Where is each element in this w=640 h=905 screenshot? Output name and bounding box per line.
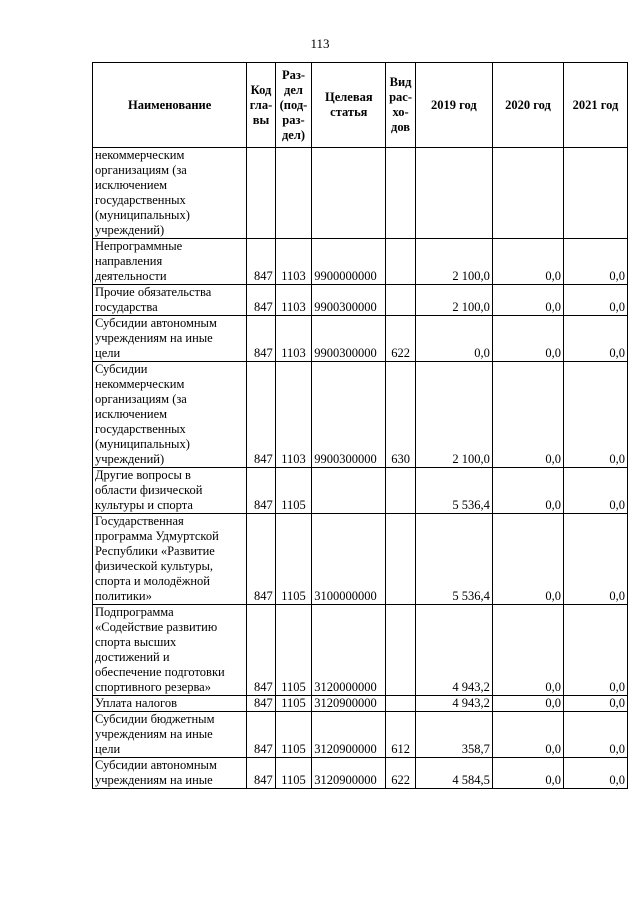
cell-2021: 0,0 xyxy=(563,468,627,514)
cell-2020: 0,0 xyxy=(492,514,563,605)
cell-2021: 0,0 xyxy=(563,712,627,758)
cell-kod-glavy: 847 xyxy=(247,362,275,468)
cell-razdel: 1105 xyxy=(275,605,312,696)
cell-tselevaya-statya: 3120900000 xyxy=(312,758,386,789)
cell-2019: 358,7 xyxy=(415,712,492,758)
table-row xyxy=(93,696,628,712)
header-2020: 2020 год xyxy=(492,63,563,148)
header-razdel: Раз- дел (под- раз- дел) xyxy=(275,63,312,148)
cell-kod-glavy: 847 xyxy=(247,696,275,712)
cell-name: Субсидии автономным учреждениям на иные xyxy=(93,758,247,789)
cell-razdel: 1105 xyxy=(275,758,312,789)
cell-name: Прочие обязательства государства xyxy=(93,285,247,316)
cell-kod-glavy xyxy=(247,148,275,239)
header-kod-glavy: Код гла- вы xyxy=(247,63,275,148)
header-2021: 2021 год xyxy=(563,63,627,148)
cell-2019: 4 943,2 xyxy=(415,605,492,696)
cell-vid-raskhodov xyxy=(386,468,415,514)
cell-tselevaya-statya: 9900300000 xyxy=(312,285,386,316)
cell-name: Государственная программа Удмуртской Республики «Развитие физической культуры, спорта и молодёжной политики» xyxy=(93,514,247,605)
cell-2021: 0,0 xyxy=(563,514,627,605)
cell-tselevaya-statya: 3100000000 xyxy=(312,514,386,605)
cell-tselevaya-statya xyxy=(312,148,386,239)
cell-2020: 0,0 xyxy=(492,239,563,285)
cell-2020: 0,0 xyxy=(492,362,563,468)
cell-2021: 0,0 xyxy=(563,696,627,712)
cell-2021: 0,0 xyxy=(563,758,627,789)
cell-name: некоммерческим организациям (за исключением государственных (муниципальных) учреждений) xyxy=(93,148,247,239)
cell-kod-glavy: 847 xyxy=(247,239,275,285)
cell-name: Субсидии некоммерческим организациям (за исключением государственных (муниципальных) учреждений) xyxy=(93,362,247,468)
table-row xyxy=(93,316,628,362)
cell-2020: 0,0 xyxy=(492,468,563,514)
page-number: 113 xyxy=(310,36,330,51)
cell-name: Уплата налогов xyxy=(93,696,247,712)
header-tselevaya-statya: Целевая статья xyxy=(312,63,386,148)
cell-vid-raskhodov xyxy=(386,696,415,712)
cell-kod-glavy: 847 xyxy=(247,605,275,696)
cell-2020: 0,0 xyxy=(492,712,563,758)
cell-2019: 5 536,4 xyxy=(415,468,492,514)
cell-vid-raskhodov: 612 xyxy=(386,712,415,758)
table-row xyxy=(93,712,628,758)
table-header-row xyxy=(93,63,628,148)
cell-2020: 0,0 xyxy=(492,758,563,789)
cell-2020: 0,0 xyxy=(492,285,563,316)
cell-tselevaya-statya xyxy=(312,468,386,514)
cell-razdel: 1105 xyxy=(275,712,312,758)
cell-vid-raskhodov xyxy=(386,514,415,605)
budget-table xyxy=(92,62,628,789)
header-2019: 2019 год xyxy=(415,63,492,148)
cell-2021: 0,0 xyxy=(563,362,627,468)
cell-razdel: 1105 xyxy=(275,468,312,514)
cell-vid-raskhodov: 622 xyxy=(386,316,415,362)
cell-2021: 0,0 xyxy=(563,285,627,316)
cell-tselevaya-statya: 9900300000 xyxy=(312,316,386,362)
cell-tselevaya-statya: 9900000000 xyxy=(312,239,386,285)
cell-2020 xyxy=(492,148,563,239)
cell-2021 xyxy=(563,148,627,239)
cell-2019 xyxy=(415,148,492,239)
cell-2021: 0,0 xyxy=(563,605,627,696)
cell-tselevaya-statya: 3120000000 xyxy=(312,605,386,696)
cell-2020: 0,0 xyxy=(492,696,563,712)
cell-kod-glavy: 847 xyxy=(247,285,275,316)
cell-razdel xyxy=(275,148,312,239)
cell-kod-glavy: 847 xyxy=(247,468,275,514)
table-row xyxy=(93,148,628,239)
cell-razdel: 1103 xyxy=(275,362,312,468)
cell-kod-glavy: 847 xyxy=(247,514,275,605)
cell-2019: 4 943,2 xyxy=(415,696,492,712)
table-row xyxy=(93,468,628,514)
cell-vid-raskhodov: 622 xyxy=(386,758,415,789)
table-row xyxy=(93,605,628,696)
cell-2020: 0,0 xyxy=(492,316,563,362)
cell-name: Подпрограмма «Содействие развитию спорта высших достижений и обеспечение подготовки спортивного резерва» xyxy=(93,605,247,696)
cell-2021: 0,0 xyxy=(563,239,627,285)
cell-vid-raskhodov xyxy=(386,239,415,285)
cell-name: Субсидии автономным учреждениям на иные цели xyxy=(93,316,247,362)
cell-vid-raskhodov: 630 xyxy=(386,362,415,468)
table-body xyxy=(93,148,628,789)
cell-vid-raskhodov xyxy=(386,148,415,239)
cell-2019: 0,0 xyxy=(415,316,492,362)
header-vid-raskhodov: Вид рас- хо- дов xyxy=(386,63,415,148)
cell-2019: 2 100,0 xyxy=(415,285,492,316)
cell-kod-glavy: 847 xyxy=(247,712,275,758)
table-row xyxy=(93,285,628,316)
cell-name: Другие вопросы в области физической культуры и спорта xyxy=(93,468,247,514)
cell-razdel: 1103 xyxy=(275,285,312,316)
cell-name: Субсидии бюджетным учреждениям на иные цели xyxy=(93,712,247,758)
cell-razdel: 1103 xyxy=(275,239,312,285)
table-row xyxy=(93,239,628,285)
cell-vid-raskhodov xyxy=(386,605,415,696)
cell-vid-raskhodov xyxy=(386,285,415,316)
cell-tselevaya-statya: 3120900000 xyxy=(312,712,386,758)
table-row xyxy=(93,362,628,468)
cell-kod-glavy: 847 xyxy=(247,758,275,789)
cell-razdel: 1103 xyxy=(275,316,312,362)
cell-2020: 0,0 xyxy=(492,605,563,696)
table-row xyxy=(93,758,628,789)
cell-2019: 2 100,0 xyxy=(415,239,492,285)
cell-2019: 4 584,5 xyxy=(415,758,492,789)
cell-name: Непрограммные направления деятельности xyxy=(93,239,247,285)
header-name: Наименование xyxy=(93,63,247,148)
cell-2021: 0,0 xyxy=(563,316,627,362)
cell-2019: 5 536,4 xyxy=(415,514,492,605)
cell-razdel: 1105 xyxy=(275,514,312,605)
cell-tselevaya-statya: 9900300000 xyxy=(312,362,386,468)
cell-razdel: 1105 xyxy=(275,696,312,712)
cell-tselevaya-statya: 3120900000 xyxy=(312,696,386,712)
cell-kod-glavy: 847 xyxy=(247,316,275,362)
table-row xyxy=(93,514,628,605)
cell-2019: 2 100,0 xyxy=(415,362,492,468)
